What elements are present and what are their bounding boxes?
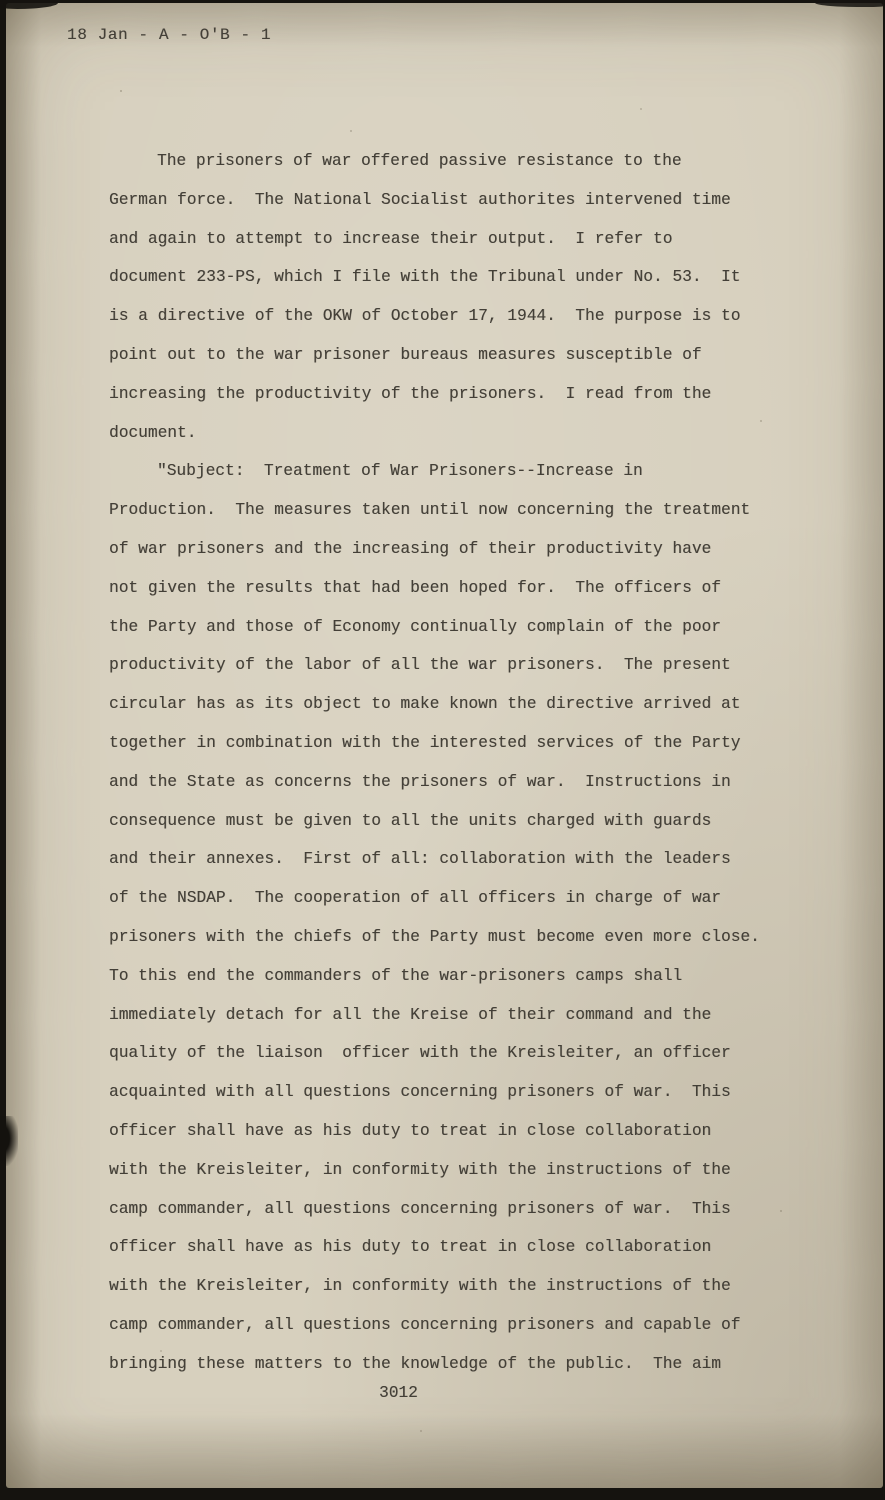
page-number: 3012	[379, 1384, 418, 1402]
text-line: point out to the war prisoner bureaus measures susceptible of	[109, 345, 702, 364]
text-line: officer shall have as his duty to treat in close collaboration	[109, 1121, 712, 1140]
text-line: camp commander, all questions concerning prisoners and capable of	[109, 1315, 741, 1334]
text-line: is a directive of the OKW of October 17, 1944. The purpose is to	[109, 307, 741, 326]
text-line: together in combination with the interested services of the Party	[109, 733, 741, 752]
text-line: quality of the liaison officer with the Kreisleiter, an officer	[109, 1044, 731, 1063]
text-line: camp commander, all questions concerning prisoners of war. This	[109, 1199, 731, 1218]
text-line: of the NSDAP. The cooperation of all officers in charge of war	[109, 889, 721, 908]
text-line: with the Kreisleiter, in conformity with the instructions of the	[109, 1277, 731, 1296]
text-line: "Subject: Treatment of War Prisoners--Increase in	[157, 462, 643, 481]
text-line: document 233-PS, which I file with the Tribunal under No. 53. It	[109, 268, 741, 287]
text-line: increasing the productivity of the prisoners. I read from the	[109, 384, 712, 403]
text-line: circular has as its object to make known the directive arrived at	[109, 695, 741, 714]
text-line: the Party and those of Economy continually complain of the poor	[109, 617, 721, 636]
text-line: acquainted with all questions concerning prisoners of war. This	[109, 1083, 731, 1102]
text-line: To this end the commanders of the war-prisoners camps shall	[109, 966, 683, 985]
text-line: bringing these matters to the knowledge of the public. The aim	[109, 1354, 721, 1373]
text-line: of war prisoners and the increasing of their productivity have	[109, 539, 712, 558]
text-line: productivity of the labor of all the war prisoners. The present	[109, 656, 731, 675]
text-line: and the State as concerns the prisoners of war. Instructions in	[109, 772, 731, 791]
document-body	[109, 142, 799, 1384]
text-line: not given the results that had been hoped for. The officers of	[109, 578, 721, 597]
ink-smudge	[0, 1116, 18, 1166]
text-line: immediately detach for all the Kreise of their command and the	[109, 1005, 712, 1024]
text-line: Production. The measures taken until now concerning the treatment	[109, 501, 751, 520]
paper-speckles	[120, 90, 122, 92]
page-header: 18 Jan - A - O'B - 1	[67, 26, 272, 44]
text-line: and again to attempt to increase their output. I refer to	[109, 229, 673, 248]
text-line: document.	[109, 423, 197, 442]
text-line: with the Kreisleiter, in conformity with the instructions of the	[109, 1160, 731, 1179]
text-line: The prisoners of war offered passive resistance to the	[157, 152, 682, 170]
text-line: and their annexes. First of all: collaboration with the leaders	[109, 850, 731, 869]
text-line: officer shall have as his duty to treat in close collaboration	[109, 1238, 712, 1257]
text-line: prisoners with the chiefs of the Party must become even more close.	[109, 927, 760, 946]
text-line: German force. The National Socialist authorites intervened time	[109, 190, 731, 209]
text-line: consequence must be given to all the units charged with guards	[109, 811, 712, 830]
